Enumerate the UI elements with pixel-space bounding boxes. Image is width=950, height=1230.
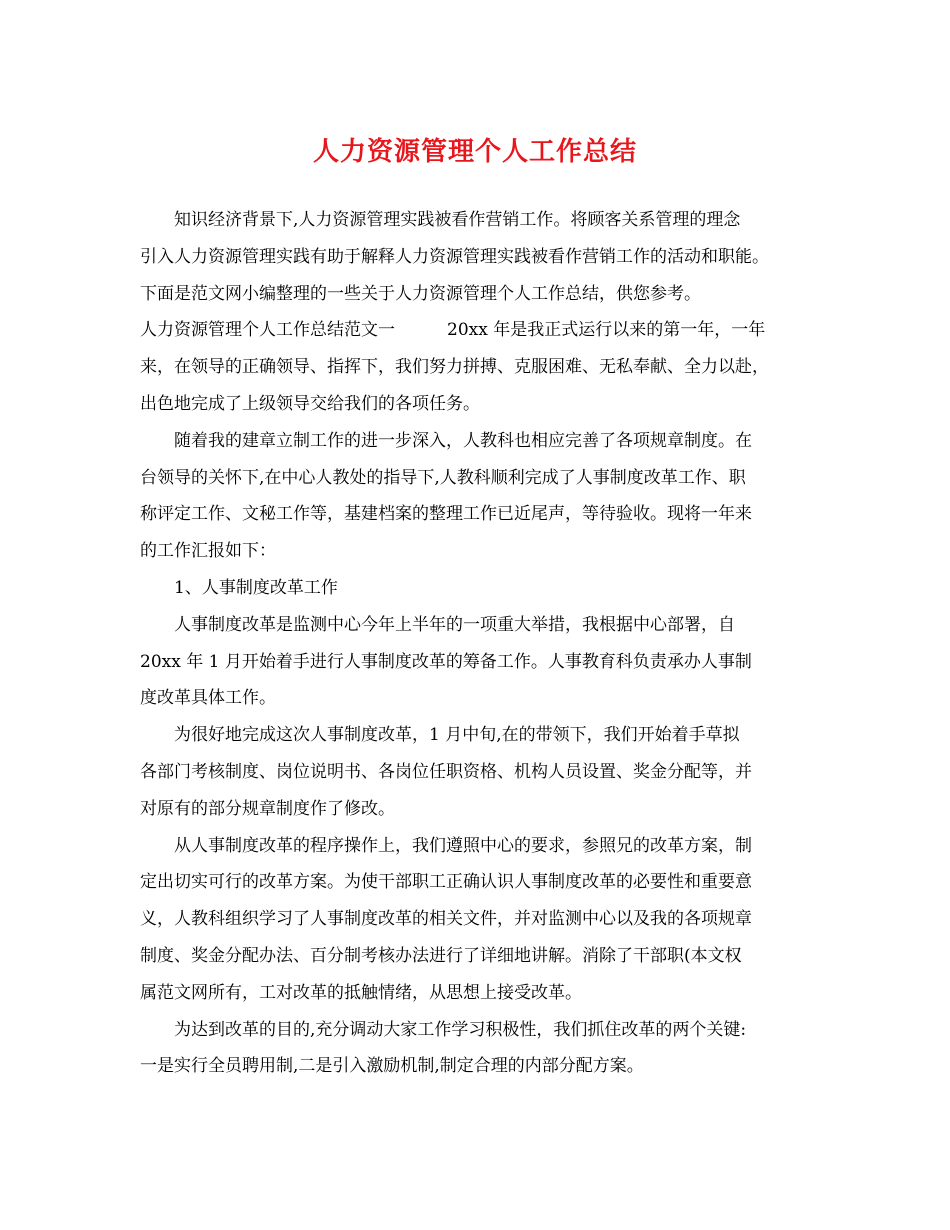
paragraph-line: 从人事制度改革的程序操作上，我们遵照中心的要求，参照兄的改革方案，制 bbox=[174, 835, 752, 856]
paragraph-line: 义，人教科组织学习了人事制度改革的相关文件，并对监测中心以及我的各项规章 bbox=[140, 909, 752, 930]
paragraph-line: 引入人力资源管理实践有助于解释人力资源管理实践被看作营销工作的活动和职能。 bbox=[140, 246, 769, 267]
paragraph-line: 为很好地完成这次人事制度改革，1 月中旬,在的带领下，我们开始着手草拟 bbox=[174, 725, 740, 746]
document-title: 人力资源管理个人工作总结 bbox=[312, 137, 637, 167]
paragraph-line: 20xx 年 1 月开始着手进行人事制度改革的筹备工作。人事教育科负责承办人事制 bbox=[140, 651, 752, 672]
document-body bbox=[140, 202, 822, 1085]
paragraph-line: 台领导的关怀下,在中心人教处的指导下,人教科顺利完成了人事制度改革工作、职 bbox=[140, 467, 746, 488]
paragraph-line bbox=[140, 312, 822, 349]
paragraph-line: 定出切实可行的改革方案。为使干部职工正确认识人事制度改革的必要性和重要意 bbox=[140, 872, 752, 893]
paragraph-line: 度改革具体工作。 bbox=[140, 688, 276, 709]
paragraph-line: 出色地完成了上级领导交给我们的各项任务。 bbox=[140, 393, 480, 414]
paragraph-line: 称评定工作、文秘工作等，基建档案的整理工作已近尾声，等待验收。现将一年来 bbox=[140, 504, 752, 525]
paragraph-line: 的工作汇报如下： bbox=[140, 541, 276, 562]
paragraph-line: 人事制度改革是监测中心今年上半年的一项重大举措，我根据中心部署，自 bbox=[174, 614, 735, 635]
paragraph-line: 制度、奖金分配办法、百分制考核办法进行了详细地讲解。消除了干部职(本文权 bbox=[140, 945, 742, 966]
section-heading: 1、人事制度改革工作 bbox=[174, 577, 338, 598]
paragraph-line: 属范文网所有，工对改革的抵触情绪，从思想上接受改革。 bbox=[140, 982, 582, 1003]
paragraph-line: 一是实行全员聘用制,二是引入激励机制,制定合理的内部分配方案。 bbox=[140, 1056, 644, 1077]
paragraph-line: 对原有的部分规章制度作了修改。 bbox=[140, 798, 395, 819]
paragraph-line: 知识经济背景下,人力资源管理实践被看作营销工作。将顾客关系管理的理念 bbox=[174, 210, 741, 230]
paragraph-line: 各部门考核制度、岗位说明书、各岗位任职资格、机构人员设置、奖金分配等，并 bbox=[140, 761, 752, 782]
paragraph-line: 来，在领导的正确领导、指挥下，我们努力拼搏、克服困难、无私奉献、全力以赴， bbox=[140, 357, 769, 378]
paragraph-line: 下面是范文网小编整理的一些关于人力资源管理个人工作总结，供您参考。 bbox=[140, 283, 701, 304]
paragraph-line: 随着我的建章立制工作的进一步深入，人教科也相应完善了各项规章制度。在 bbox=[174, 430, 752, 451]
paragraph-line: 为达到改革的目的,充分调动大家工作学习积极性，我们抓住改革的两个关键: bbox=[174, 1019, 747, 1040]
paragraph-text: 20xx 年是我正式运行以来的第一年，一年 bbox=[447, 320, 766, 341]
sample-heading: 人力资源管理个人工作总结范文一 bbox=[140, 320, 395, 341]
